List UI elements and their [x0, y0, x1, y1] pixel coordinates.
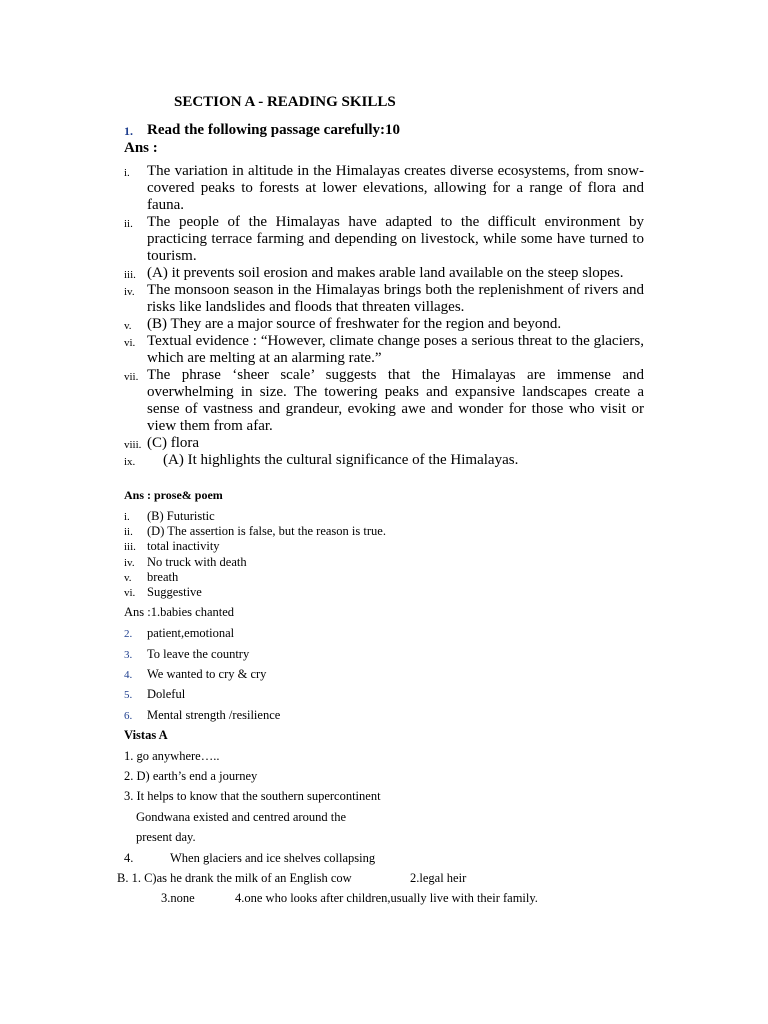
answer-text: The phrase ‘sheer scale’ suggests that the Himalayas are immense and overwhelming in size. The towering peaks and expansive landscapes create a sense of vastness and grandeur, evoking awe and wonder for those who visit or view them from afar.	[147, 367, 644, 434]
part-b-answer-4: 4.one who looks after children,usually live with their family.	[235, 891, 538, 905]
answer-text: (D) The assertion is false, but the reason is true.	[147, 524, 386, 539]
answer-text: (B) They are a major source of freshwater for the region and beyond.	[147, 316, 562, 332]
list-marker: vi.	[124, 587, 136, 600]
list-item	[124, 509, 386, 524]
list-item	[124, 435, 644, 452]
prose-poem-label: Ans : prose& poem	[124, 488, 223, 502]
reading-answers-list	[124, 163, 644, 469]
answer-text: The monsoon season in the Himalayas brings both the replenishment of rivers and risks like landslides and floods that threaten villages.	[147, 282, 644, 315]
list-item	[124, 367, 644, 435]
list-marker: iii.	[124, 269, 136, 281]
poem-first-answer: Ans :1.babies chanted	[124, 605, 235, 619]
item-number: 6.	[124, 710, 133, 722]
answer-text: The people of the Himalayas have adapted to the difficult environment by practicing terrace farming and depending on livestock, while some have turned to tourism.	[147, 214, 644, 264]
part-b-answer-2: 2.legal heir	[410, 871, 467, 885]
list-item	[124, 282, 644, 316]
vistas-answer-3-line-1: 3. It helps to know that the southern supercontinent	[124, 789, 381, 803]
list-item	[124, 163, 644, 214]
answer-label: Ans :	[124, 140, 158, 156]
list-item	[124, 585, 386, 600]
answer-text: Suggestive	[147, 585, 202, 600]
list-marker: v.	[124, 571, 132, 584]
list-marker: iv.	[124, 286, 135, 298]
answer-text: patient,emotional	[147, 626, 235, 640]
answer-text: (B) Futuristic	[147, 509, 215, 523]
list-marker: ix.	[124, 456, 136, 468]
list-item	[124, 524, 386, 539]
list-item	[124, 333, 644, 367]
section-title: SECTION A - READING SKILLS	[174, 94, 396, 110]
list-item	[124, 555, 386, 570]
part-b-answer-3: 3.none	[161, 891, 195, 905]
list-marker: iii.	[124, 541, 136, 554]
vistas-answer-3-line-3: present day.	[136, 830, 196, 844]
answer-text: (A) it prevents soil erosion and makes arable land available on the steep slopes.	[147, 265, 624, 281]
answer-text: We wanted to cry & cry	[147, 667, 267, 681]
vistas-answer-3-line-2: Gondwana existed and centred around the	[136, 810, 346, 824]
prose-answers-list	[124, 509, 386, 600]
list-item	[124, 214, 644, 265]
answer-text: Doleful	[147, 687, 186, 701]
answer-text: breath	[147, 569, 179, 584]
vistas-answer-4-text: When glaciers and ice shelves collapsing	[170, 851, 376, 865]
answer-text: To leave the country	[147, 647, 250, 661]
list-marker: viii.	[124, 439, 142, 451]
list-item	[124, 452, 644, 469]
vistas-answer-4-number: 4.	[124, 851, 134, 865]
answer-text: Textual evidence : “However, climate change poses a serious threat to the glaciers, which are melting at an alarming rate.”	[147, 333, 644, 366]
list-item	[124, 539, 386, 554]
list-marker: vii.	[124, 371, 139, 383]
list-marker: vi.	[124, 337, 136, 349]
question-instruction: Read the following passage carefully:10	[147, 122, 401, 138]
vistas-answer-2: 2. D) earth’s end a journey	[124, 769, 258, 783]
question-number: 1.	[124, 124, 133, 138]
item-number: 2.	[124, 628, 133, 640]
vistas-heading: Vistas A	[124, 728, 168, 742]
item-number: 3.	[124, 649, 133, 661]
answer-text: total inactivity	[147, 539, 220, 554]
list-marker: i.	[124, 511, 130, 523]
list-marker: iv.	[124, 556, 135, 569]
vistas-answer-1: 1. go anywhere…..	[124, 749, 220, 763]
answer-text: (C) flora	[147, 435, 200, 451]
list-item	[124, 570, 386, 585]
list-marker: i.	[124, 167, 130, 179]
list-item	[124, 316, 644, 333]
item-number: 5.	[124, 689, 133, 701]
part-b-line-1: B. 1. C)as he drank the milk of an English cow	[117, 871, 352, 885]
list-marker: ii.	[124, 218, 133, 230]
item-number: 4.	[124, 669, 133, 681]
answer-text: The variation in altitude in the Himalayas creates diverse ecosystems, from snow-covered peaks to forests at lower elevations, allowing for a range of flora and fauna.	[147, 163, 644, 213]
answer-text: (A) It highlights the cultural significance of the Himalayas.	[163, 452, 519, 468]
list-marker: ii.	[124, 526, 133, 539]
list-item	[124, 265, 644, 282]
answer-text: No truck with death	[147, 554, 247, 569]
list-marker: v.	[124, 320, 132, 332]
answer-text: Mental strength /resilience	[147, 708, 281, 722]
